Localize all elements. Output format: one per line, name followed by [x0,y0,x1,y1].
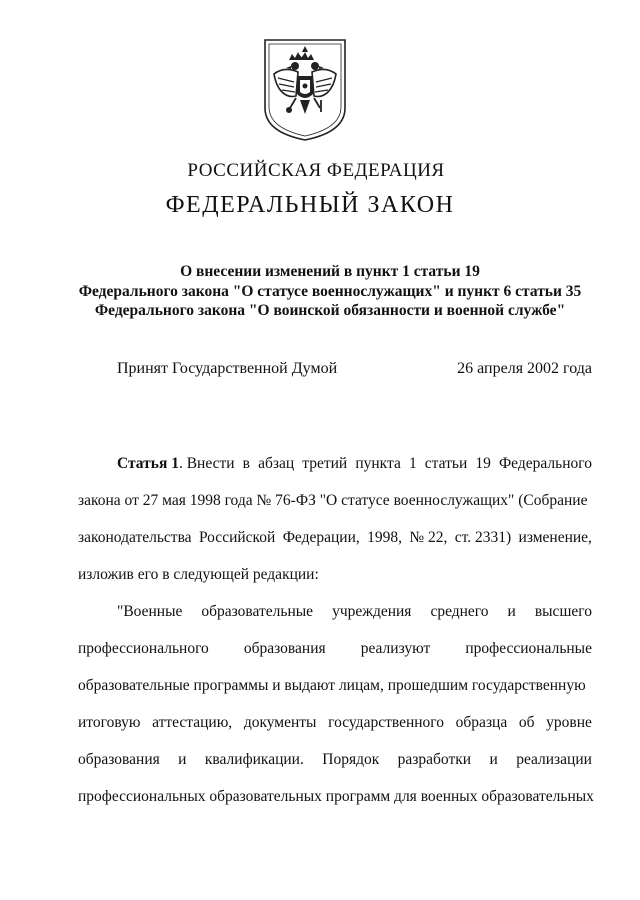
article-1-word: законодательства [78,529,192,546]
article-1-line [78,751,592,769]
article-1-word: ст. 2331) [454,529,512,546]
article-1-line [117,455,592,473]
article-1-word: Порядок [322,751,380,768]
article-1-word: пункта [355,455,401,472]
article-1-line [78,566,592,584]
state-emblem-icon [262,38,348,142]
article-1-word: и [489,751,498,768]
article-1-word: 19 [475,455,491,472]
article-1-line [117,603,592,621]
article-1-word: и [178,751,187,768]
article-1-line [78,529,592,547]
article-1-word: Федерального [498,455,592,472]
article-1-word: итоговую [78,714,141,731]
article-1-word: образования [78,751,160,768]
article-1-word: образца [455,714,508,731]
country-name: РОССИЙСКАЯ ФЕДЕРАЦИЯ [187,160,445,181]
article-1-line [78,788,592,806]
article-1-word: изложив его в следующей редакции: [78,566,319,583]
article-1-word: . Внести [178,455,235,472]
article-1-word: статьи [424,455,468,472]
article-1-word: № 22, [409,529,448,546]
adoption-date: 26 апреля 2002 года [457,360,592,377]
adopted-by: Принят Государственной Думой [117,360,338,377]
law-title-line: О внесении изменений в пункт 1 статьи 19 [180,263,480,280]
law-title [60,262,600,321]
article-1-word: третий [302,455,348,472]
article-1-word: квалификации. [204,751,304,768]
article-1-word: об [518,714,535,731]
document-type: ФЕДЕРАЛЬНЫЙ ЗАКОН [165,192,455,218]
article-1-word: аттестацию, [152,714,233,731]
article-1-word: государственного [328,714,445,731]
article-1-word: реализуют [360,640,431,657]
article-1-line [78,640,592,658]
article-1-label: Статья 1 [117,455,179,472]
law-title-line: Федерального закона "О статусе военнослужащих" и пункт 6 статьи 35 [78,282,582,300]
article-1-word: образовательные программы и выдают лицам, прошедшим государственную [78,677,586,694]
article-1-word: профессиональные [465,640,592,657]
article-1-word: и [507,603,516,620]
law-title-line: Федерального закона "О воинской обязанности и военной службе" [94,302,566,319]
article-1-word: Федерации, [282,529,360,546]
article-1-word: профессиональных образовательных программ для военных образовательных [78,788,594,805]
article-1-line [78,492,592,510]
article-1-line [78,677,592,695]
article-1-word: разработки [397,751,472,768]
article-1-word: в [242,455,250,472]
article-1-word: изменение, [518,529,592,546]
article-1-word: высшего [534,603,592,620]
article-1-word: документы [243,714,317,731]
article-1-word: реализации [516,751,592,768]
article-1-word: "Военные [117,603,183,620]
article-1-word: уровне [546,714,592,731]
article-1-word: Российской [198,529,276,546]
article-1-word: абзац [258,455,295,472]
article-1-word: профессионального [78,640,209,657]
article-1-word: среднего [430,603,489,620]
article-1-word: образовательные [201,603,314,620]
article-1-word: образования [243,640,326,657]
article-1-lead [117,455,235,473]
article-1-word: учреждения [332,603,412,620]
article-1-word: 1998, [367,529,402,546]
article-1-word: 1 [408,455,417,472]
article-1-line [78,714,592,732]
article-1-word: закона от 27 мая 1998 года № 76-ФЗ "О статусе военнослужащих" (Собрание [78,492,588,509]
